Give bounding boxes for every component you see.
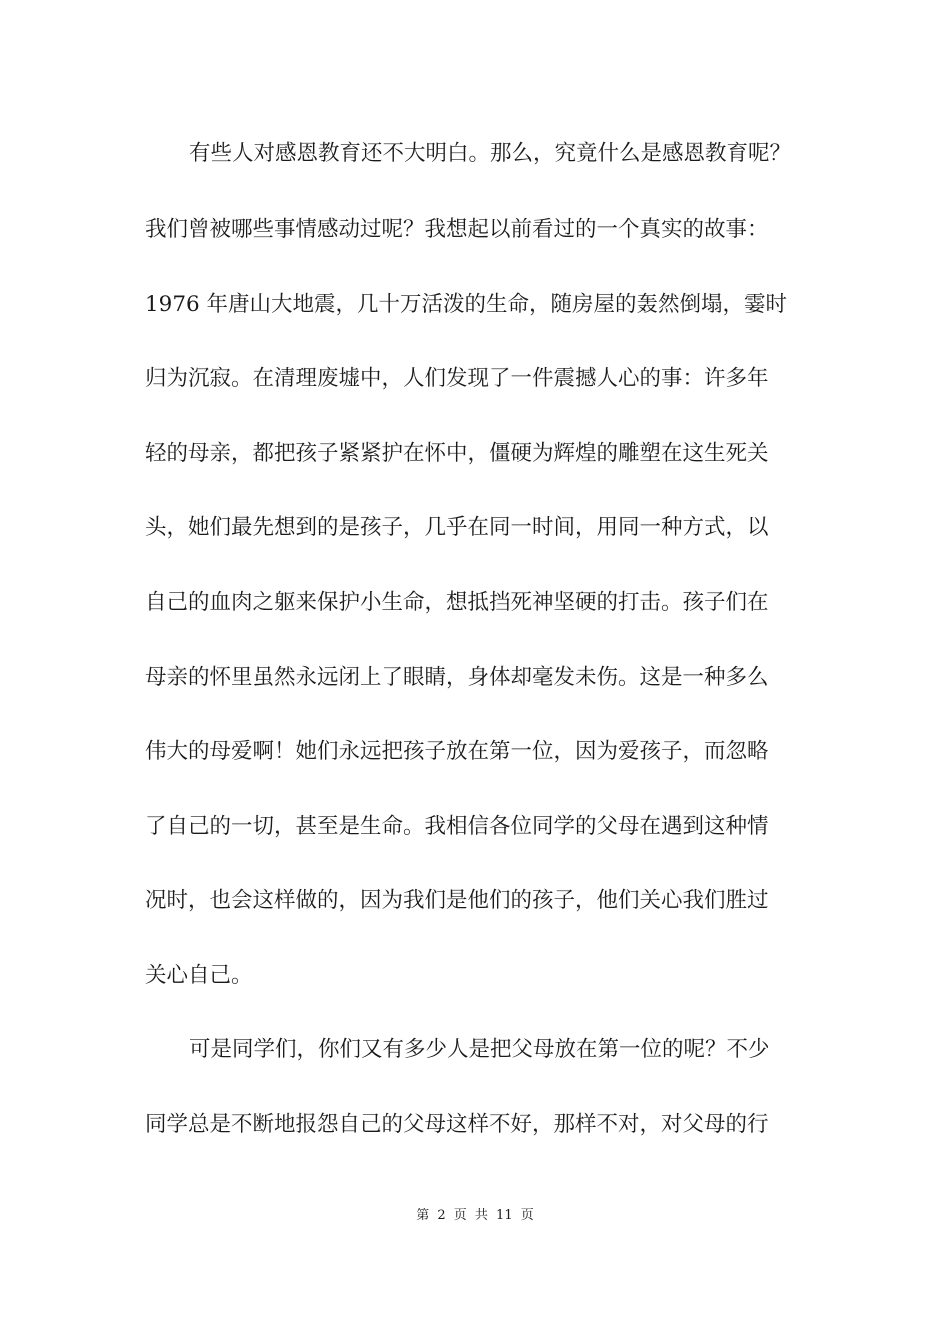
page-number-footer: 第 2 页 共 11 页 [416,1208,534,1223]
paragraph-2-line-2: 同学总是不断地报怨自己的父母这样不好，那样不对，对父母的行 [145,1112,769,1137]
paragraph-1-line-7: 自己的血肉之躯来保护小生命，想抵挡死神坚硬的打击。孩子们在 [145,590,769,615]
paragraph-1-line-3: 1976 年唐山大地震，几十万活泼的生命，随房屋的轰然倒塌，霎时 [145,292,788,317]
paragraph-1-line-2: 我们曾被哪些事情感动过呢？我想起以前看过的一个真实的故事： [145,217,769,242]
paragraph-1-line-10: 了自己的一切，甚至是生命。我相信各位同学的父母在遇到这种情 [145,814,769,839]
paragraph-2-line-1: 可是同学们，你们又有多少人是把父母放在第一位的呢？不少 [189,1037,770,1062]
paragraph-1-line-5: 轻的母亲，都把孩子紧紧护在怀中，僵硬为辉煌的雕塑在这生死关 [145,441,769,466]
paragraph-1-line-4: 归为沉寂。在清理废墟中，人们发现了一件震撼人心的事：许多年 [145,366,769,391]
paragraph-1-line-12: 关心自己。 [145,963,253,988]
paragraph-1-line-9: 伟大的母爱啊！她们永远把孩子放在第一位，因为爱孩子，而忽略 [145,739,769,764]
paragraph-1-line-8: 母亲的怀里虽然永远闭上了眼睛，身体却毫发未伤。这是一种多么 [145,665,769,690]
paragraph-1-line-6: 头，她们最先想到的是孩子，几乎在同一时间，用同一种方式，以 [145,515,769,540]
paragraph-1-line-11: 况时，也会这样做的，因为我们是他们的孩子，他们关心我们胜过 [145,888,769,913]
paragraph-1-line-1: 有些人对感恩教育还不大明白。那么，究竟什么是感恩教育呢？ [189,141,792,166]
